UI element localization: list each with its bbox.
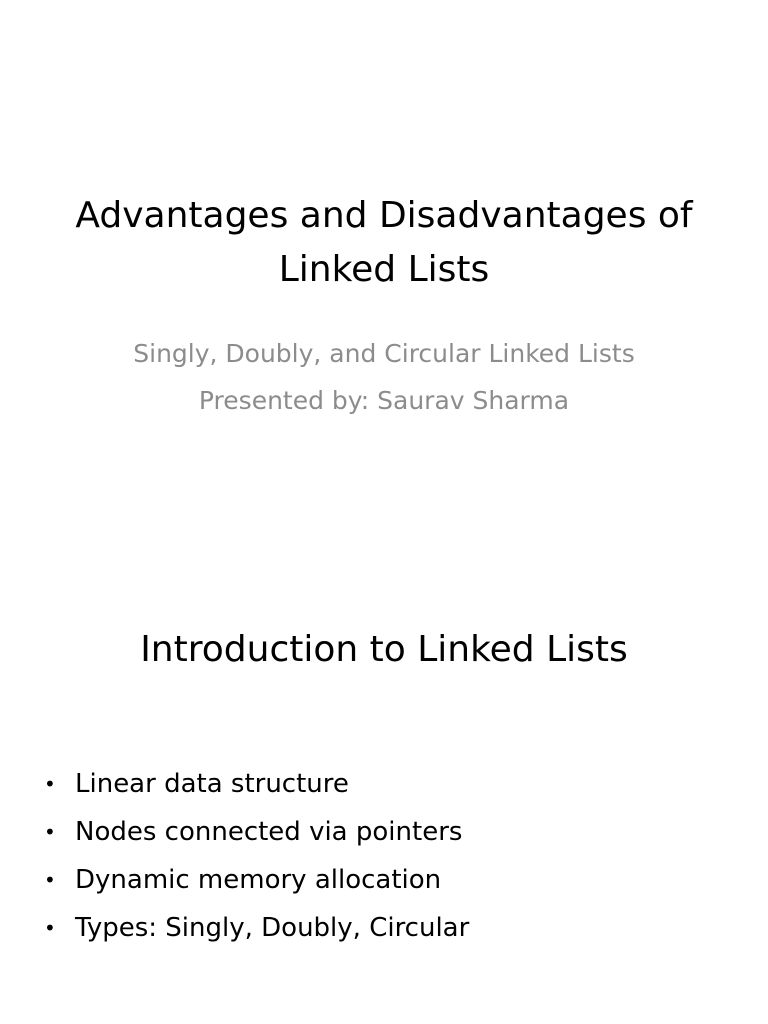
list-item-text: Types: Singly, Doubly, Circular [75, 913, 470, 943]
bullet-list [44, 760, 724, 952]
presentation-title: Advantages and Disadvantages of Linked Lists [75, 195, 693, 290]
list-item-text: Nodes connected via pointers [75, 817, 463, 847]
list-item-text: Dynamic memory allocation [75, 865, 442, 895]
list-item [44, 856, 724, 904]
list-item-text: Linear data structure [75, 769, 349, 799]
list-item [44, 904, 724, 952]
bullet-icon: • [44, 916, 56, 940]
slide-title: Introduction to Linked Lists [140, 629, 628, 670]
list-item [44, 760, 724, 808]
bullet-icon: • [44, 868, 56, 892]
content-slide [0, 560, 768, 1024]
subtitle-topic: Singly, Doubly, and Circular Linked Lists [133, 339, 635, 368]
list-item [44, 808, 724, 856]
bullet-icon: • [44, 820, 56, 844]
subtitle-presenter: Presented by: Saurav Sharma [198, 386, 570, 415]
bullet-icon: • [44, 772, 56, 796]
presentation-subtitle [120, 333, 648, 421]
